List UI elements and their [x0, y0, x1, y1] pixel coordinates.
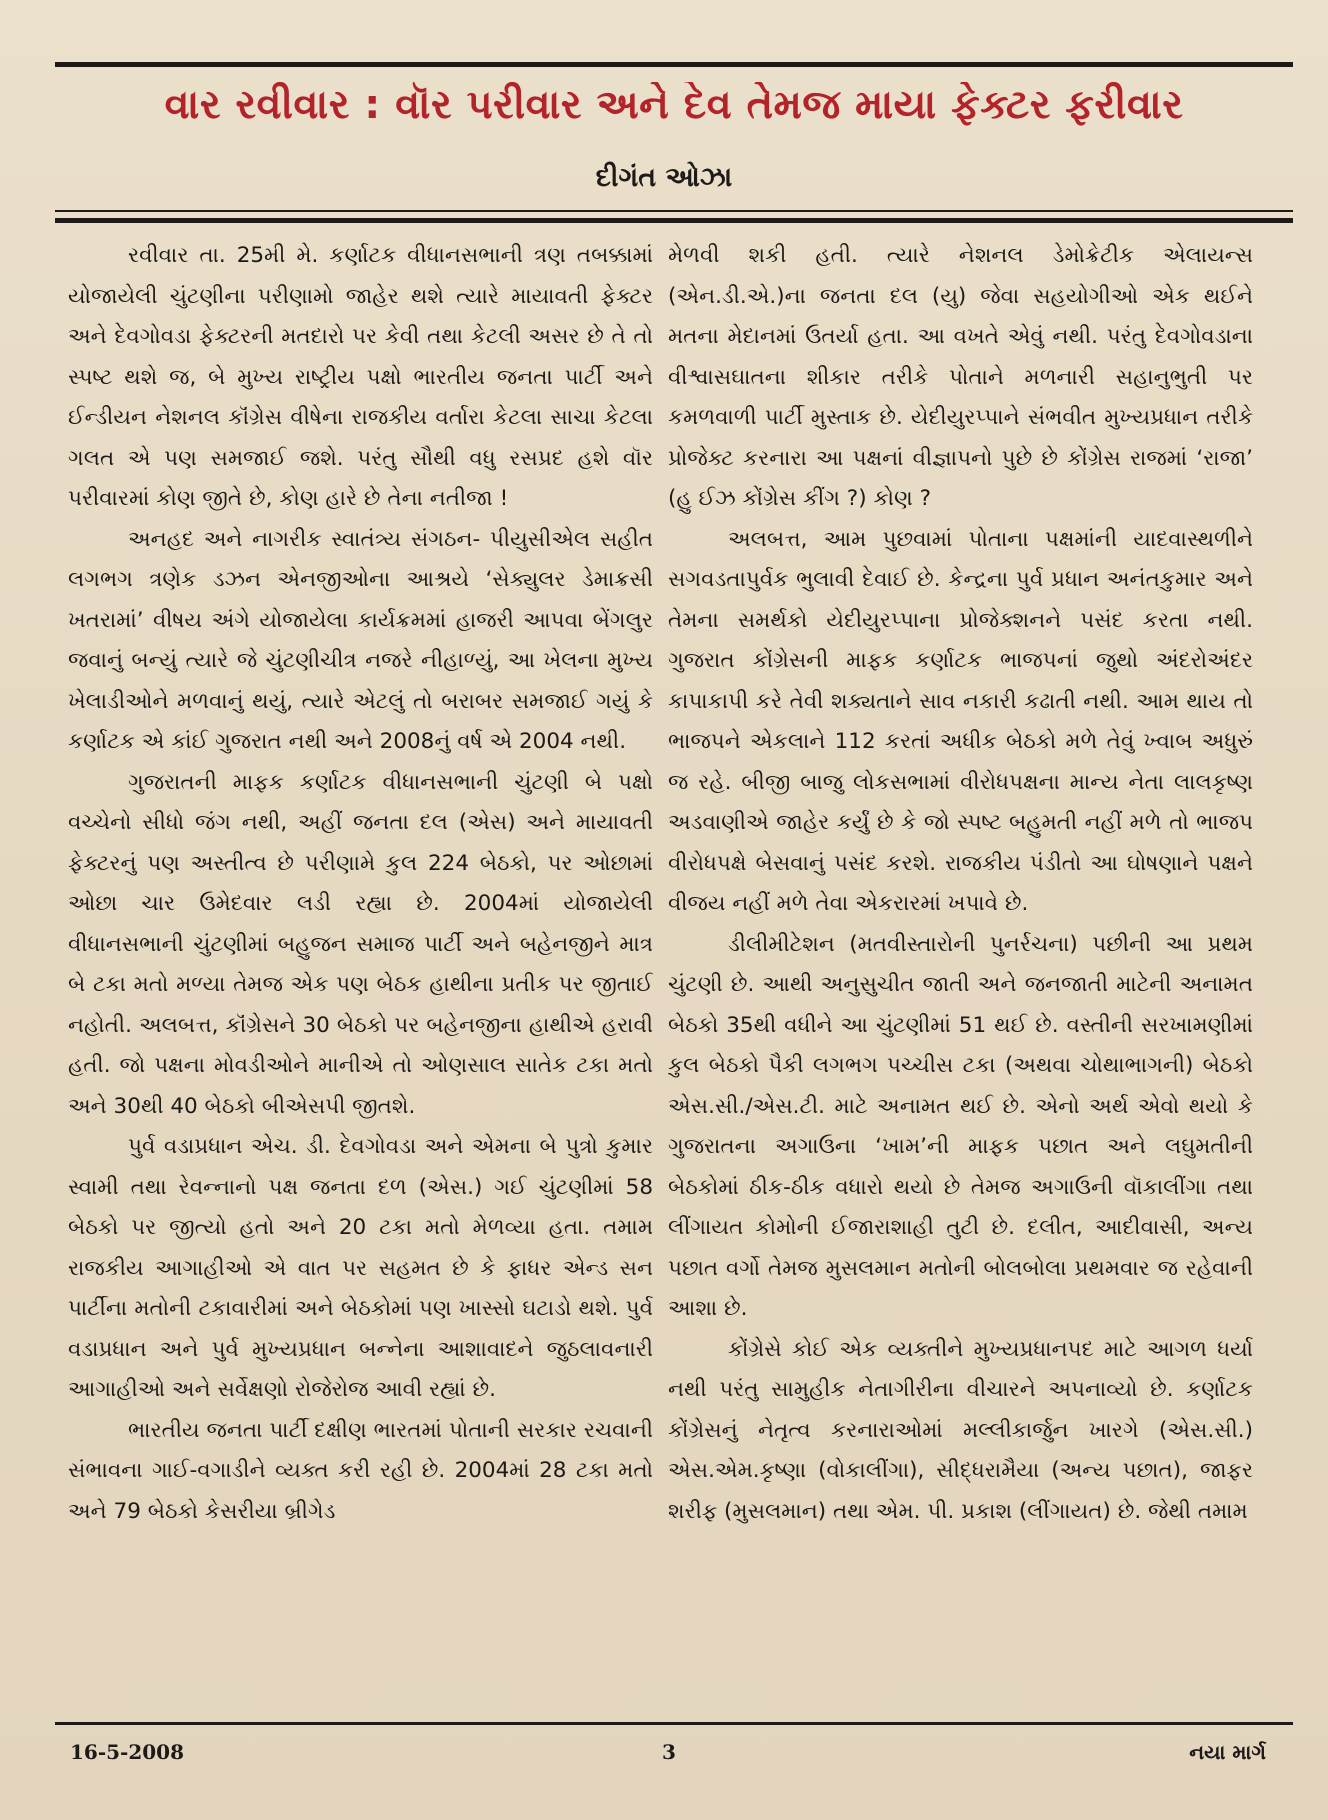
left-column: [68, 236, 653, 1706]
footer-date: 16-5-2008: [70, 1740, 185, 1764]
paragraph: ડીલીમીટેશન (મતવીસ્તારોની પુનર્રચના) પછીની આ પ્રથમ ચુંટણી છે. આથી અનુસુચીત જાતી અને જનજાતી માટેની અનામત બેઠકો 35થી વધીને આ ચુંટણીમાં 51 થઈ છે. વસ્તીની સરખામણીમાં કુલ બેઠકો પૈકી લગભગ પચ્ચીસ ટકા (અથવા ચોથાભાગની) બેઠકો એસ.સી./એસ.ટી. માટે અનામત થઈ છે. એનો અર્થ એવો થયો કે ગુજરાતના અગાઉના ‘ખામ’ની માફક પછાત અને લઘુમતીની બેઠકોમાં ઠીક-ઠીક વધારો થયો છે તેમજ અગાઉની વૉકાલીંગા તથા લીંગાયત કોમોની ઈજારાશાહી તુટી છે. દલીત, આદીવાસી, અન્ય પછાત વર્ગો તેમજ મુસલમાન મતોની બોલબોલા પ્રથમવાર જ રહેવાની આશા છે.: [668, 931, 1253, 1321]
paragraph: કોંગ્રેસે કોઈ એક વ્યક્તીને મુખ્યપ્રધાનપદ માટે આગળ ધર્યા નથી પરંતુ સામુહીક નેતાગીરીના વીચારને અપનાવ્યો છે. કર્ણાટક કોંગ્રેસનું નેતૃત્વ કરનારાઓમાં મલ્લીકાર્જુન ખારગે (એસ.સી.) એસ.એમ.કૃષ્ણા (વોકાલીંગા), સીદ્ધરામૈયા (અન્ય પછાત), જાફર શરીફ (મુસલમાન) તથા એમ. પી. પ્રકાશ (લીંગાયત) છે. જેથી તમામ: [668, 1336, 1253, 1524]
paragraph: ગુજરાતની માફક કર્ણાટક વીધાનસભાની ચુંટણી બે પક્ષો વચ્ચેનો સીધો જંગ નથી, અહીં જનતા દલ (એસ) અને માયાવતી ફેક્ટરનું પણ અસ્તીત્વ છે પરીણામે કુલ 224 બેઠકો, પર ઓછામાં ઓછા ચાર ઉમેદવાર લડી રહ્યા છે. 2004માં યોજાયેલી વીધાનસભાની ચુંટણીમાં બહુજન સમાજ પાર્ટી અને બહેનજીને માત્ર બે ટકા મતો મળ્યા તેમજ એક પણ બેઠક હાથીના પ્રતીક પર જીતાઈ નહોતી. અલબત્ત, કૉંગ્રેસને 30 બેઠકો પર બહેનજીના હાથીએ હરાવી હતી. જો પક્ષના મોવડીઓને માનીએ તો ઓણસાલ સાતેક ટકા મતો અને 30થી 40 બેઠકો બીએસપી જીતશે.: [68, 769, 653, 1119]
paragraph: અલબત્ત, આમ પુછવામાં પોતાના પક્ષમાંની યાદવાસ્થળીને સગવડતાપુર્વક ભુલાવી દેવાઈ છે. કેન્દ્રના પુર્વ પ્રધાન અનંતકુમાર અને તેમના સમર્થકો યેદીયુરપ્પાના પ્રોજેક્શનને પસંદ કરતા નથી. ગુજરાત કોંગ્રેસની માફક કર્ણાટક ભાજપનાં જુથો અંદરોઅંદર કાપાકાપી કરે તેવી શક્યતાને સાવ નકારી કઢાતી નથી. આમ થાય તો ભાજપને એકલાને 112 કરતાં અધીક બેઠકો મળે તેવું ખ્વાબ અધુરું જ રહે. બીજી બાજુ લોકસભામાં વીરોધપક્ષના માન્ય નેતા લાલકૃષ્ણ અડવાણીએ જાહેર કર્યું છે કે જો સ્પષ્ટ બહુમતી નહીં મળે તો ભાજપ વીરોધપક્ષે બેસવાનું પસંદ કરશે. રાજકીય પંડીતો આ ઘોષણાને પક્ષને વીજય નહીં મળે તેવા એકરારમાં ખપાવે છે.: [668, 526, 1253, 916]
headline: વાર રવીવાર : વૉર પરીવાર અને દેવ તેમજ માયા ફેક્ટર ફરીવાર: [164, 82, 1184, 128]
right-column: [668, 236, 1253, 1706]
paragraph: અનહદ અને નાગરીક સ્વાતંત્ર્ય સંગઠન- પીયુસીએલ સહીત લગભગ ત્રણેક ડઝન એનજીઓના આશ્રયે ‘સેક્યુલર ડેમાક્રસી ખતરામાં’ વીષય અંગે યોજાયેલા કાર્યક્રમમાં હાજરી આપવા બેંગલુર જવાનું બન્યું ત્યારે જે ચુંટણીચીત્ર નજરે નીહાળ્યું, આ ખેલના મુખ્ય ખેલાડીઓને મળવાનું થયું, ત્યારે એટલું તો બરાબર સમજાઈ ગયું કે કર્ણાટક એ કાંઈ ગુજરાત નથી અને 2008નું વર્ષ એ 2004 નથી.: [68, 526, 653, 754]
paragraph: મેળવી શકી હતી. ત્યારે નેશનલ ડેમોક્રેટીક એલાયન્સ (એન.ડી.એ.)ના જનતા દલ (યુ) જેવા સહયોગીઓ એક થઈને મતના મેદાનમાં ઉતર્યા હતા. આ વખતે એવું નથી. પરંતુ દેવગોવડાના વીશ્વાસઘાતના શીકાર તરીકે પોતાને મળનારી સહાનુભુતી પર કમળવાળી પાર્ટી મુસ્તાક છે. યેદીયુરપ્પાને સંભવીત મુખ્યપ્રધાન તરીકે પ્રોજેક્ટ કરનારા આ પક્ષનાં વીજ્ઞાપનો પુછે છે કોંગ્રેસ રાજમાં ‘રાજા’ (હુ ઈઝ કોંગ્રેસ કીંગ ?) કોણ ?: [668, 243, 1253, 511]
header-rule-thin: [55, 210, 1293, 212]
paragraph: પુર્વ વડાપ્રધાન એચ. ડી. દેવગોવડા અને એમના બે પુત્રો કુમાર સ્વામી તથા રેવન્નાનો પક્ષ જનતા દળ (એસ.) ગઈ ચુંટણીમાં 58 બેઠકો પર જીત્યો હતો અને 20 ટકા મતો મેળવ્યા હતા. તમામ રાજકીય આગાહીઓ એ વાત પર સહમત છે કે ફાધર એન્ડ સન પાર્ટીના મતોની ટકાવારીમાં અને બેઠકોમાં પણ ખાસ્સો ઘટાડો થશે. પુર્વ વડાપ્રધાન અને પુર્વ મુખ્યપ્રધાન બન્નેના આશાવાદને જુઠલાવનારી આગાહીઓ અને સર્વેક્ષણો રોજેરોજ આવી રહ્યાં છે.: [68, 1134, 653, 1402]
header-rule-thick: [55, 218, 1293, 223]
top-rule: [55, 62, 1293, 67]
footer-rule: [55, 1722, 1293, 1725]
paragraph: ભારતીય જનતા પાર્ટી દક્ષીણ ભારતમાં પોતાની સરકાર રચવાની સંભાવના ગાઈ-વગાડીને વ્યક્ત કરી રહી છે. 2004માં 28 ટકા મતો અને 79 બેઠકો કેસરીયા બ્રીગેડ: [68, 1417, 653, 1524]
page-number: 3: [662, 1740, 676, 1764]
byline: દીગંત ઓઝા: [595, 162, 733, 193]
paragraph: રવીવાર તા. 25મી મે. કર્ણાટક વીધાનસભાની ત્રણ તબક્કામાં યોજાયેલી ચુંટણીના પરીણામો જાહેર થશે ત્યારે માયાવતી ફેક્ટર અને દેવગોવડા ફેક્ટરની મતદારો પર કેવી તથા કેટલી અસર છે તે તો સ્પષ્ટ થશે જ, બે મુખ્ય રાષ્ટ્રીય પક્ષો ભારતીય જનતા પાર્ટી અને ઈન્ડીયન નેશનલ કૉંગ્રેસ વીષેના રાજકીય વર્તારા કેટલા સાચા કેટલા ગલત એ પણ સમજાઈ જશે. પરંતુ સૌથી વધુ રસપ્રદ હશે વૉર પરીવારમાં કોણ જીતે છે, કોણ હારે છે તેના નતીજા !: [68, 243, 653, 511]
publication-name: નયા માર્ગ: [1189, 1740, 1266, 1764]
